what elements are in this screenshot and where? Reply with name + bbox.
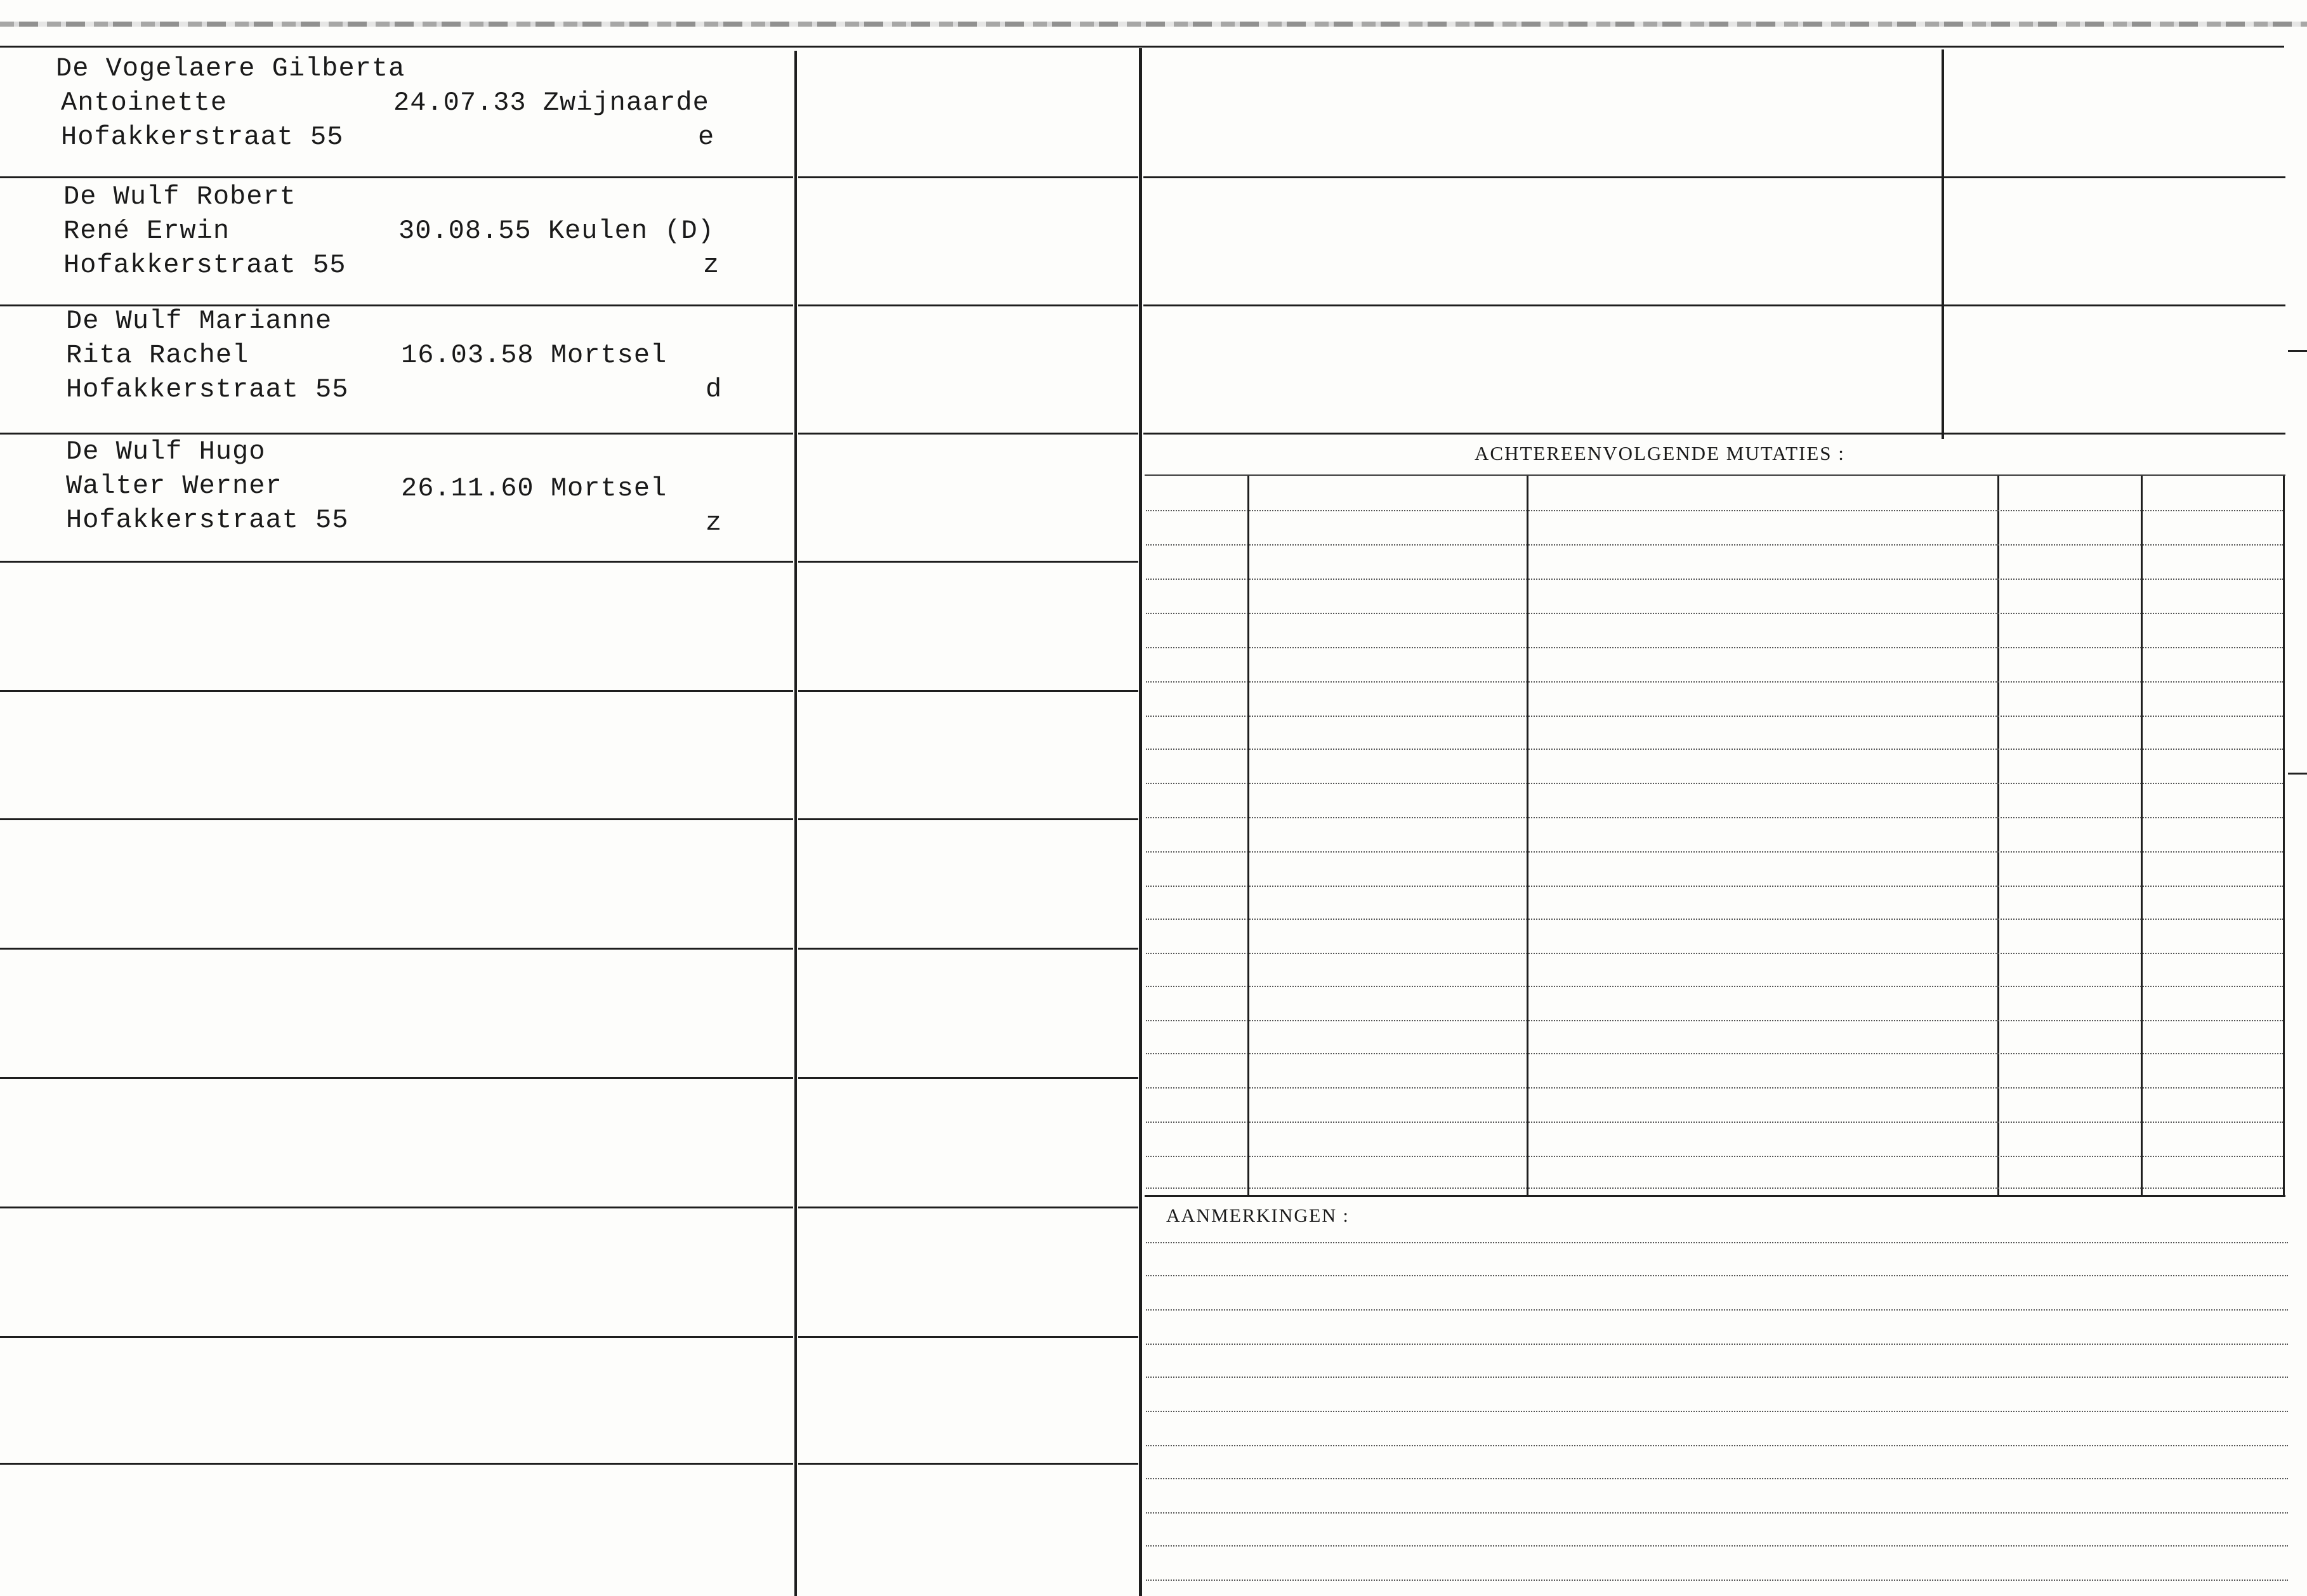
row-separator <box>798 818 1138 820</box>
person-name: De Wulf Marianne <box>66 306 332 336</box>
status-code: z <box>706 507 723 538</box>
column-divider-3 <box>1942 49 1944 439</box>
birth-date-place: 16.03.58 Mortsel <box>401 340 667 370</box>
row-separator <box>1143 176 2285 178</box>
margin-tick <box>2288 773 2307 775</box>
person-name: De Wulf Robert <box>63 181 296 212</box>
mutation-line <box>1146 953 2283 954</box>
row-separator <box>0 1077 793 1079</box>
mutation-line <box>1146 579 2283 580</box>
person-address: Hofakkerstraat 55 <box>66 374 349 405</box>
mutation-line <box>1146 986 2283 987</box>
person-given-names: Antoinette <box>61 88 228 118</box>
mutation-line <box>1146 783 2283 784</box>
row-separator <box>798 1463 1138 1465</box>
row-separator <box>798 1336 1138 1338</box>
mutation-line <box>1146 681 2283 683</box>
row-separator <box>0 818 793 820</box>
person-name: De Vogelaere Gilberta <box>56 53 405 84</box>
mutations-heading: ACHTEREENVOLGENDE MUTATIES : <box>1475 442 1845 464</box>
mutation-line <box>1146 749 2283 750</box>
mutation-line <box>1146 1053 2283 1054</box>
row-separator <box>0 1463 793 1465</box>
mutation-line <box>1146 716 2283 717</box>
row-separator <box>798 690 1138 692</box>
remarks-line <box>1146 1411 2288 1412</box>
remarks-line <box>1146 1309 2288 1311</box>
person-address: Hofakkerstraat 55 <box>63 250 346 280</box>
row-separator <box>798 304 1138 306</box>
row-separator <box>798 1207 1138 1208</box>
row-separator <box>0 1207 793 1208</box>
mutations-table-top <box>1145 474 2285 476</box>
mutation-line <box>1146 886 2283 887</box>
remarks-line <box>1146 1275 2288 1276</box>
mutations-table-bottom <box>1145 1195 2285 1197</box>
mutation-line <box>1146 851 2283 853</box>
remarks-line <box>1146 1377 2288 1378</box>
remarks-line <box>1146 1580 2288 1581</box>
person-given-names: René Erwin <box>63 216 230 246</box>
mutation-line <box>1146 1122 2283 1123</box>
remarks-heading: AANMERKINGEN : <box>1166 1205 1350 1226</box>
remarks-line <box>1146 1478 2288 1479</box>
status-code: z <box>703 250 720 280</box>
person-given-names: Rita Rachel <box>66 340 249 370</box>
column-divider-1 <box>794 51 797 1596</box>
mutation-line <box>1146 510 2283 511</box>
status-code: d <box>706 374 723 405</box>
top-border <box>0 46 2284 48</box>
mutation-line <box>1146 613 2283 614</box>
mutation-line <box>1146 1020 2283 1021</box>
mutation-line <box>1146 919 2283 920</box>
remarks-line <box>1146 1344 2288 1345</box>
row-separator <box>798 176 1138 178</box>
birth-date-place: 26.11.60 Mortsel <box>401 473 667 504</box>
torn-top-edge <box>0 22 2307 27</box>
row-separator <box>1143 304 2285 306</box>
remarks-line <box>1146 1545 2288 1547</box>
row-separator <box>0 561 793 563</box>
remarks-line <box>1146 1512 2288 1514</box>
row-separator <box>798 433 1138 435</box>
person-name: De Wulf Hugo <box>66 436 266 467</box>
mutation-line <box>1146 544 2283 546</box>
row-separator <box>798 1077 1138 1079</box>
column-divider-2 <box>1139 48 1142 1596</box>
person-address: Hofakkerstraat 55 <box>61 122 344 152</box>
row-separator <box>0 948 793 950</box>
birth-date-place: 24.07.33 Zwijnaarde <box>393 88 709 118</box>
mutations-column-divider <box>2283 476 2285 1195</box>
mutation-line <box>1146 817 2283 818</box>
mutation-line <box>1146 1156 2283 1157</box>
mutation-line <box>1146 647 2283 648</box>
person-given-names: Walter Werner <box>66 471 282 501</box>
row-separator <box>1143 433 2285 435</box>
mutation-line <box>1146 1187 2283 1189</box>
row-separator <box>798 561 1138 563</box>
mutation-line <box>1146 1087 2283 1089</box>
margin-tick <box>2288 350 2307 352</box>
remarks-line <box>1146 1445 2288 1446</box>
status-code: e <box>698 122 715 152</box>
row-separator <box>0 1336 793 1338</box>
birth-date-place: 30.08.55 Keulen (D) <box>398 216 714 246</box>
person-address: Hofakkerstraat 55 <box>66 505 349 535</box>
row-separator <box>798 948 1138 950</box>
row-separator <box>0 690 793 692</box>
remarks-line <box>1146 1242 2288 1243</box>
